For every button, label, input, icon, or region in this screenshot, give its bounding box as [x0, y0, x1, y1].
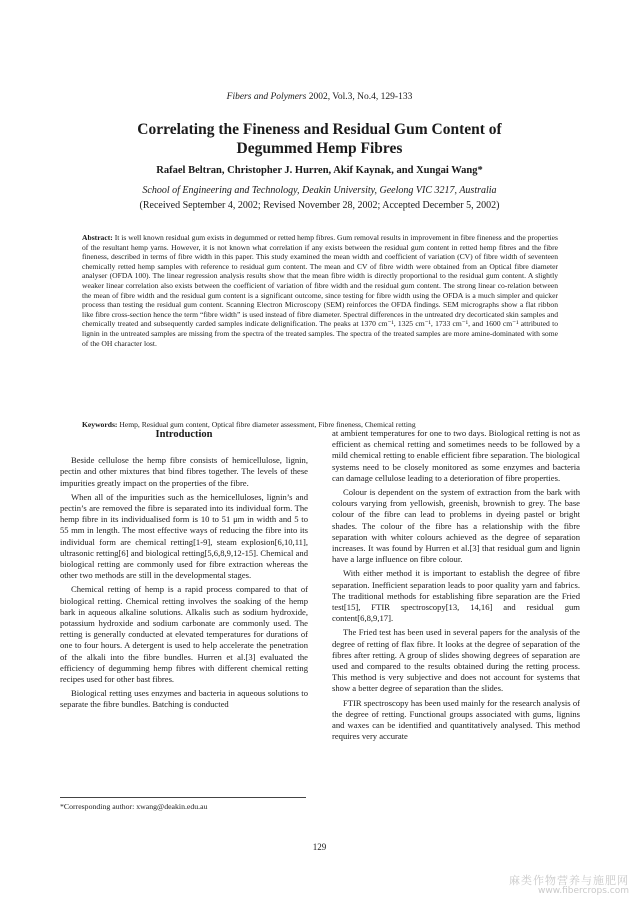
paragraph: Beside cellulose the hemp fibre consists of hemicellulose, lignin, pectin and other mixtures that bind fibres together. The levels of these impurities greatly impact on the properties of the fibre. [60, 455, 308, 488]
paragraph: The Fried test has been used in several papers for the analysis of the degree of retting of flax fibre. It looks at the degree of separation of the fibres after retting. A group of slides showing degrees of separation are used and compared to the results obtained during the retting process. This method is very subjective and does not account for systems that show a better degree of separation than the slides. [332, 627, 580, 694]
journal-citation: 2002, Vol.3, No.4, 129-133 [308, 92, 413, 102]
abstract-text: It is well known residual gum exists in degummed or retted hemp fibres. Gum removal results in improvement in fibre fineness and the properties of the resultant hemp yarns. However, it is not known what correlation if any exists between the residual gum content in retted hemp fibres and the fibre fineness, described in terms of fibre width in this paper. This study examined the mean width and coefficient of variation (CV) of fibre width of seventeen chemically retted hemp samples with reference to residual gum content. The mean and CV of fibre width were obtained from an Optical fibre diameter analyser (OFDA 100). The linear regression analysis results show that the mean fibre width is directly proportional to the residual gum content. A slightly weaker linear correlation also exists between the coefficient of variation of fibre width and the residual gum content. The strong linear co-relation between the mean of fibre width and the residual gum content is a significant outcome, since testing for fibre width using the OFDA is a much simpler and quicker process than testing the residual gum content. Scanning Electron Microscopy (SEM) reinforces the OFDA findings. SEM micrographs show a flat ribbon like fibre cross-section hence the term “fibre width” is used instead of fibre diameter. Spectral differences in the untreated dry decorticated skin samples and chemically treated and subsequently carded samples indicate delignification. The peaks at 1370 cm⁻¹, 1325 cm⁻¹, 1733 cm⁻¹, and 1600 cm⁻¹ attributed to lignin in the untreated samples are missing from the spectra of the treated samples. The spectra of the treated samples are more amine-dominated with some of the OH character lost. [82, 233, 558, 348]
journal-name: Fibers and Polymers [226, 92, 307, 102]
paragraph: at ambient temperatures for one to two days. Biological retting is not as efficient as chemical retting and sometimes needs to be followed by a mild chemical retting to enable efficient fibre separation. The biological systems need to be closely monitored as some enzymes and bacteria can damage cellulose leading to a deterioration of fibre properties. [332, 428, 580, 483]
received-dates: (Received September 4, 2002; Revised November 28, 2002; Accepted December 5, 2002) [139, 200, 500, 211]
watermark-line-1: 麻类作物营养与施肥网 [509, 874, 629, 887]
page-number: 129 [312, 842, 327, 852]
title-line-1: Correlating the Fineness and Residual Gum Content of [137, 121, 502, 138]
paragraph: FTIR spectroscopy has been used mainly for the research analysis of the degree of retting. Functional groups associated with gums, lignins and waxes can be identified and quantitatively analysed. This method requires very accurate [332, 697, 580, 742]
section-heading-introduction: Introduction [155, 429, 213, 440]
authors: Rafael Beltran, Christopher J. Hurren, Akif Kaynak, and Xungai Wang* [156, 165, 483, 176]
footnote-divider [60, 797, 306, 798]
abstract [82, 233, 558, 348]
right-column [332, 428, 580, 745]
paragraph: With either method it is important to establish the degree of fibre separation. Inefficient separation leads to poor quality yarn and fabrics. The traditional methods for establishing fibre separation are the Fried test[15], FTIR spectroscopy[13, 14,16] and residual gum content[6,8,9,17]. [332, 568, 580, 624]
corresponding-author-footnote: *Corresponding author: xwang@deakin.edu.au [60, 802, 208, 811]
watermark-line-2: www.fibercrops.com [538, 886, 629, 896]
paragraph: Chemical retting of hemp is a rapid process compared to that of biological retting. Chemical retting involves the soaking of the hemp bark in aqueous alkaline solutions. Alkalis such as sodium hydroxide, potassium hydroxide and sodium carbonate are commonly used. The retting is generally conducted at elevated temperatures for durations of one to four hours. A detergent is used to help accelerate the penetration of the alkali into the fibre bundles. Hurren et al.[3] evaluated the efficiency of degumming hemp fibres with different chemical retting recipes used for other bast fibres. [60, 584, 308, 685]
paragraph: When all of the impurities such as the hemicelluloses, lignin’s and pectin’s are removed the fibre is separated into its individual form. The hemp fibre in its individualised form is 10 to 51 μm in width and 5 to 55 mm in length. The most effective ways of reducing the fibre into its individual form are chemical retting[1-9], steam explosion[6,10,11], ultrasonic retting[6] and biological retting[5,6,8,9,12-15]. Chemical and biological retting are commonly used for fibre extraction whereas the other two methods are still in the developmental stages. [60, 491, 308, 581]
keywords-label: Keywords: [82, 420, 118, 429]
left-column [60, 428, 308, 714]
keywords-text: Hemp, Residual gum content, Optical fibre diameter assessment, Fibre fineness, Chemical retting [119, 420, 416, 429]
paper-title [60, 120, 579, 158]
paragraph: Biological retting uses enzymes and bacteria in aqueous solutions to separate the fibre bundles. Batching is conducted [60, 688, 308, 710]
site-watermark [509, 875, 629, 897]
abstract-label: Abstract: [82, 233, 113, 242]
paragraph: Colour is dependent on the system of extraction from the bark with colours varying from yellowish, greenish, brownish to grey. The base colour of the fibre can lead to problems in dyeing pastel or bright shades. The colour of the fibre has a relationship with the fibre separation with whiter colours achieved as the degree of separation increases. It was found by Hurren et al.[3] that residual gum and lignin have a large influence on fibre colour. [332, 487, 580, 565]
affiliation: School of Engineering and Technology, Deakin University, Geelong VIC 3217, Australia [142, 185, 497, 196]
journal-header [0, 92, 639, 102]
title-line-2: Degummed Hemp Fibres [236, 140, 403, 157]
